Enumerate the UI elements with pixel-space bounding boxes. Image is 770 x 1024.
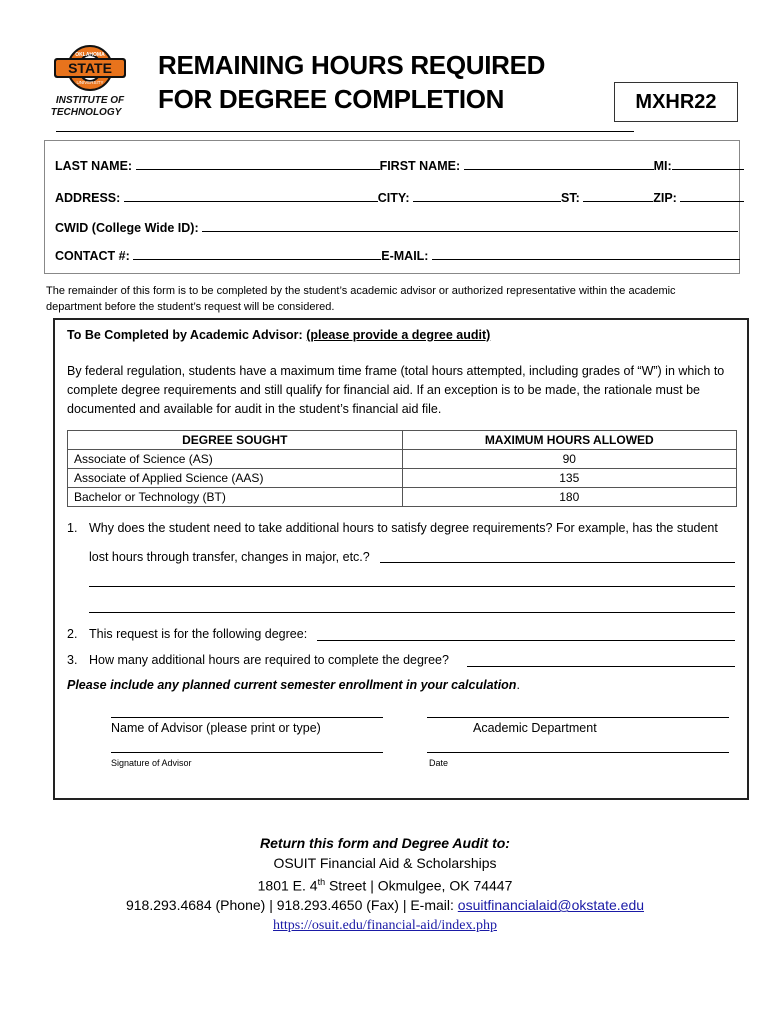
degree-cell: Associate of Science (AS) [68, 450, 403, 469]
academic-department-line[interactable] [427, 717, 729, 718]
address-field[interactable] [124, 189, 378, 202]
q1-text: Why does the student need to take additional hours to satisfy degree requirements? For example, has the student [89, 521, 718, 535]
city-label: CITY: [377, 191, 410, 205]
first-name-label: FIRST NAME: [379, 159, 461, 173]
form-code-box: MXHR22 [614, 82, 738, 122]
cwid-label: CWID (College Wide ID): [55, 221, 199, 235]
q3-answer-line[interactable] [467, 666, 735, 667]
q2-answer-line[interactable] [317, 640, 735, 641]
degree-audit-note: (please provide a degree audit) [306, 328, 491, 342]
website-line [0, 916, 770, 936]
svg-text:TECHNOLOGY: TECHNOLOGY [50, 107, 122, 118]
date-label: Date [429, 758, 449, 768]
row-address [55, 189, 744, 205]
q1-answer-line-3[interactable] [89, 612, 735, 613]
advisor-signature-line[interactable] [111, 752, 383, 753]
cwid-field[interactable] [202, 219, 738, 232]
svg-text:INSTITUTE OF: INSTITUTE OF [55, 95, 125, 106]
osuit-logo [44, 44, 136, 118]
degree-cell: Bachelor or Technology (BT) [68, 488, 403, 507]
advisor-signature-label: Signature of Advisor [111, 758, 192, 768]
enrollment-note: Please include any planned current semester enrollment in your calculation. [67, 678, 520, 692]
academic-department-label: Academic Department [473, 721, 597, 735]
table-row [68, 450, 737, 469]
contact-label: CONTACT #: [55, 249, 130, 263]
q3-text: How many additional hours are required to complete the degree? [89, 653, 449, 667]
advisor-heading: To Be Completed by Academic Advisor: (please provide a degree audit) [67, 328, 491, 342]
hours-cell: 90 [402, 450, 737, 469]
q1-number: 1. [67, 521, 78, 535]
table-header-row [68, 431, 737, 450]
last-name-field[interactable] [136, 157, 380, 170]
svg-text:OKLAHOMA: OKLAHOMA [75, 52, 105, 58]
q2-text: This request is for the following degree: [89, 627, 308, 641]
logo-state-text: STATE [68, 60, 112, 76]
svg-text:UNIVERSITY: UNIVERSITY [76, 80, 104, 85]
contact-line: 918.293.4684 (Phone) | 918.293.4650 (Fax) | E-mail: osuitfinancialaid@okstate.edu [125, 897, 645, 914]
office-address: 1801 E. 4th Street | Okmulgee, OK 74447 [257, 877, 513, 894]
header-rule [56, 131, 634, 132]
q1-text-line2: lost hours through transfer, changes in major, etc.? [89, 550, 370, 564]
email-link[interactable]: osuitfinancialaid@okstate.edu [457, 897, 645, 914]
advisor-name-line[interactable] [111, 717, 383, 718]
col-degree-sought: DEGREE SOUGHT [68, 431, 403, 450]
advisor-notice: The remainder of this form is to be completed by the student’s academic advisor or authorized representative within the academic department before the student’s request will be considered. [46, 285, 676, 313]
degree-cell: Associate of Applied Science (AAS) [68, 469, 403, 488]
col-max-hours: MAXIMUM HOURS ALLOWED [402, 431, 737, 450]
q2-number: 2. [67, 627, 78, 641]
date-line[interactable] [427, 752, 729, 753]
q1-answer-line-1[interactable] [380, 562, 735, 563]
q1-answer-line-2[interactable] [89, 586, 735, 587]
table-row [68, 488, 737, 507]
advisor-name-label: Name of Advisor (please print or type) [111, 721, 321, 735]
row-name [55, 157, 744, 173]
hours-cell: 180 [402, 488, 737, 507]
last-name-label: LAST NAME: [55, 159, 133, 173]
office-name: OSUIT Financial Aid & Scholarships [273, 854, 497, 871]
osu-logo-mark [44, 44, 136, 118]
email-label: E-MAIL: [381, 249, 429, 263]
zip-field[interactable] [680, 189, 744, 202]
degree-hours-table [67, 430, 737, 507]
student-info-box [44, 140, 740, 274]
state-label: ST: [560, 191, 580, 205]
website-link[interactable]: https://osuit.edu/financial-aid/index.php [273, 917, 497, 933]
mi-label: MI: [653, 159, 672, 173]
state-field[interactable] [583, 189, 653, 202]
zip-label: ZIP: [653, 191, 677, 205]
federal-regulation-paragraph: By federal regulation, students have a maximum time frame (total hours attempted, including grades of “W”) in which to complete degree requirements and still qualify for financial aid. If an exception is to be made, the rationale must be documented and available for audit in the student’s financial aid file. [67, 364, 725, 416]
title-line-1: REMAINING HOURS REQUIRED [158, 50, 546, 80]
mi-field[interactable] [672, 157, 744, 170]
email-field[interactable] [432, 247, 740, 260]
advisor-section [53, 318, 749, 800]
title-line-2: FOR DEGREE COMPLETION [158, 84, 505, 114]
contact-field[interactable] [133, 247, 381, 260]
return-instructions [0, 834, 770, 935]
q3-number: 3. [67, 653, 78, 667]
row-cwid [55, 219, 738, 235]
first-name-field[interactable] [464, 157, 654, 170]
address-label: ADDRESS: [55, 191, 121, 205]
row-contact [55, 247, 740, 263]
return-heading: Return this form and Degree Audit to: [260, 835, 510, 851]
hours-cell: 135 [402, 469, 737, 488]
city-field[interactable] [413, 189, 561, 202]
table-row [68, 469, 737, 488]
form-title [158, 48, 545, 116]
